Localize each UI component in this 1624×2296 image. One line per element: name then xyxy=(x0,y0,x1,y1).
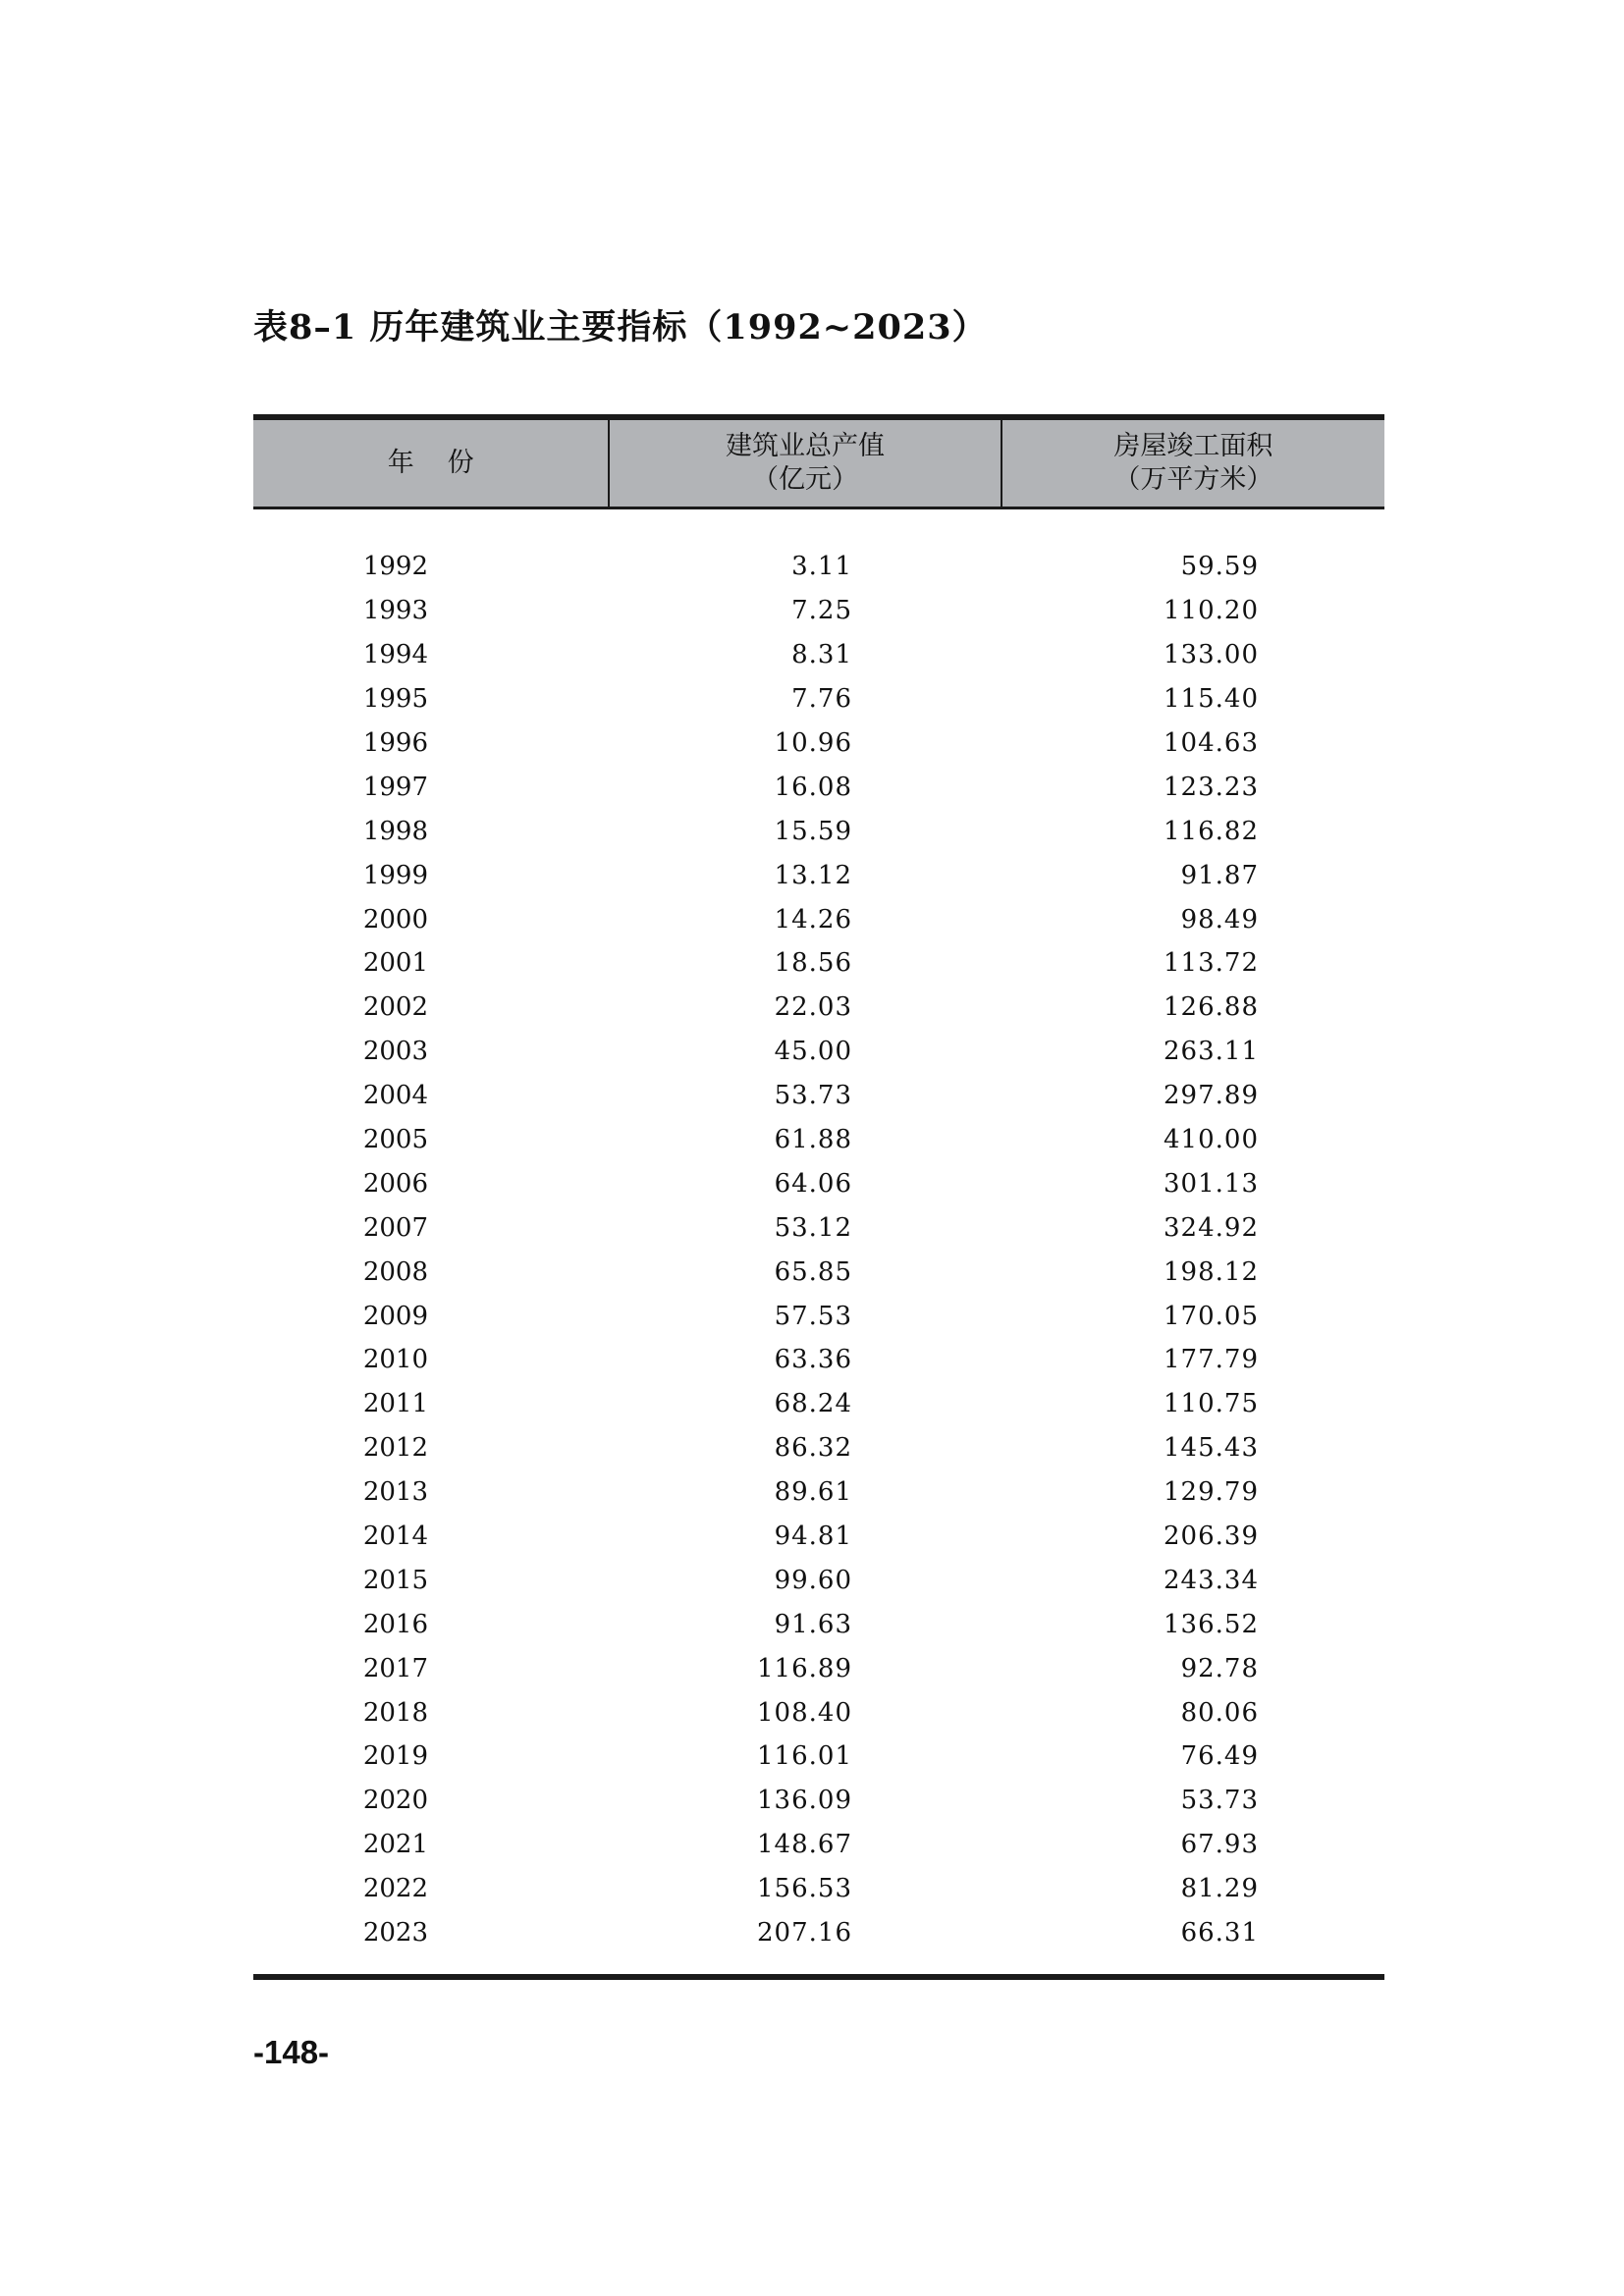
cell-area: 126.88 xyxy=(1164,992,1259,1023)
header-area-label: 房屋竣工面积 xyxy=(1113,431,1273,461)
cell-year: 2004 xyxy=(362,1081,428,1111)
cell-area: 170.05 xyxy=(1164,1301,1259,1331)
table-row xyxy=(253,677,1384,721)
cell-output: 63.36 xyxy=(774,1345,852,1375)
cell-output: 148.67 xyxy=(757,1830,852,1860)
cell-output: 13.12 xyxy=(774,860,852,890)
cell-area: 133.00 xyxy=(1164,640,1259,670)
cell-area: 98.49 xyxy=(1180,904,1259,934)
header-output-label: 建筑业总产值 xyxy=(726,431,886,461)
cell-output: 10.96 xyxy=(774,728,852,758)
cell-area: 92.78 xyxy=(1180,1653,1259,1683)
cell-output: 53.73 xyxy=(774,1081,852,1111)
table-row xyxy=(253,1515,1384,1559)
cell-output: 65.85 xyxy=(774,1256,852,1287)
cell-output: 91.63 xyxy=(774,1609,852,1639)
cell-area: 104.63 xyxy=(1164,728,1259,758)
header-bottom-rule xyxy=(253,507,1384,509)
cell-area: 263.11 xyxy=(1164,1037,1259,1067)
table-row xyxy=(253,1735,1384,1779)
cell-year: 2010 xyxy=(362,1345,428,1375)
table-row xyxy=(253,1382,1384,1426)
cell-year: 2020 xyxy=(362,1786,428,1816)
cell-year: 2016 xyxy=(362,1609,428,1639)
cell-output: 53.12 xyxy=(774,1212,852,1243)
cell-year: 2005 xyxy=(362,1125,428,1155)
table-row xyxy=(253,1690,1384,1735)
cell-output: 86.32 xyxy=(774,1433,852,1464)
table-row xyxy=(253,545,1384,589)
cell-output: 64.06 xyxy=(774,1168,852,1199)
cell-output: 7.76 xyxy=(791,684,852,715)
cell-year: 2015 xyxy=(362,1565,428,1595)
header-area xyxy=(1001,420,1384,507)
cell-year: 1997 xyxy=(362,772,428,802)
cell-output: 89.61 xyxy=(774,1477,852,1508)
cell-output: 116.01 xyxy=(757,1741,852,1772)
table-body xyxy=(253,545,1384,1955)
cell-area: 113.72 xyxy=(1164,948,1259,979)
cell-output: 22.03 xyxy=(774,992,852,1023)
cell-output: 99.60 xyxy=(774,1565,852,1595)
cell-year: 2009 xyxy=(362,1301,428,1331)
table-row xyxy=(253,721,1384,766)
table-row xyxy=(253,1558,1384,1602)
cell-year: 2014 xyxy=(362,1522,428,1552)
cell-year: 2012 xyxy=(362,1433,428,1464)
cell-area: 410.00 xyxy=(1164,1125,1259,1155)
table-row xyxy=(253,589,1384,633)
table-row xyxy=(253,1074,1384,1118)
table-row xyxy=(253,1646,1384,1690)
cell-output: 8.31 xyxy=(791,640,852,670)
table-row xyxy=(253,1338,1384,1382)
cell-output: 156.53 xyxy=(757,1874,852,1904)
table-row xyxy=(253,1118,1384,1162)
cell-year: 2006 xyxy=(362,1168,428,1199)
cell-year: 2013 xyxy=(362,1477,428,1508)
cell-area: 110.20 xyxy=(1164,596,1259,626)
cell-year: 2021 xyxy=(362,1830,428,1860)
cell-area: 76.49 xyxy=(1180,1741,1259,1772)
cell-year: 1993 xyxy=(362,596,428,626)
table-row xyxy=(253,1250,1384,1294)
cell-area: 123.23 xyxy=(1164,772,1259,802)
cell-output: 18.56 xyxy=(774,948,852,979)
table-row xyxy=(253,809,1384,853)
table-row xyxy=(253,1911,1384,1955)
table-header xyxy=(253,420,1384,507)
table-row xyxy=(253,1779,1384,1823)
cell-area: 80.06 xyxy=(1180,1697,1259,1728)
table-row xyxy=(253,897,1384,941)
cell-year: 2023 xyxy=(362,1918,428,1949)
table-row xyxy=(253,1294,1384,1338)
header-output xyxy=(608,420,1000,507)
cell-output: 94.81 xyxy=(774,1522,852,1552)
cell-area: 116.82 xyxy=(1164,816,1259,846)
cell-output: 7.25 xyxy=(791,596,852,626)
cell-year: 2018 xyxy=(362,1697,428,1728)
cell-output: 57.53 xyxy=(774,1301,852,1331)
table-row xyxy=(253,1426,1384,1470)
cell-area: 198.12 xyxy=(1164,1256,1259,1287)
table-row xyxy=(253,1030,1384,1074)
cell-area: 110.75 xyxy=(1164,1389,1259,1419)
header-year xyxy=(253,420,608,507)
cell-year: 2001 xyxy=(362,948,428,979)
cell-area: 136.52 xyxy=(1164,1609,1259,1639)
cell-output: 108.40 xyxy=(757,1697,852,1728)
cell-area: 66.31 xyxy=(1180,1918,1259,1949)
cell-year: 2002 xyxy=(362,992,428,1023)
table-row xyxy=(253,1602,1384,1646)
cell-area: 53.73 xyxy=(1180,1786,1259,1816)
header-area-unit: （万平方米） xyxy=(1113,464,1273,495)
header-year-label: 年份 xyxy=(387,448,508,478)
cell-area: 301.13 xyxy=(1164,1168,1259,1199)
cell-year: 2017 xyxy=(362,1653,428,1683)
cell-area: 243.34 xyxy=(1164,1565,1259,1595)
table-row xyxy=(253,633,1384,677)
cell-output: 116.89 xyxy=(757,1653,852,1683)
cell-year: 1996 xyxy=(362,728,428,758)
cell-year: 1994 xyxy=(362,640,428,670)
table-row xyxy=(253,765,1384,809)
cell-output: 61.88 xyxy=(774,1125,852,1155)
cell-year: 2022 xyxy=(362,1874,428,1904)
cell-area: 129.79 xyxy=(1164,1477,1259,1508)
cell-year: 1999 xyxy=(362,860,428,890)
cell-area: 297.89 xyxy=(1164,1081,1259,1111)
cell-year: 2000 xyxy=(362,904,428,934)
cell-year: 2019 xyxy=(362,1741,428,1772)
cell-year: 2008 xyxy=(362,1256,428,1287)
table-bottom-rule xyxy=(253,1974,1384,1980)
cell-output: 16.08 xyxy=(774,772,852,802)
cell-output: 3.11 xyxy=(791,552,852,582)
cell-year: 1995 xyxy=(362,684,428,715)
cell-area: 91.87 xyxy=(1180,860,1259,890)
cell-area: 115.40 xyxy=(1164,684,1259,715)
cell-output: 68.24 xyxy=(774,1389,852,1419)
table-row xyxy=(253,853,1384,897)
cell-area: 324.92 xyxy=(1164,1212,1259,1243)
cell-area: 177.79 xyxy=(1164,1345,1259,1375)
cell-year: 1998 xyxy=(362,816,428,846)
header-output-unit: （亿元） xyxy=(752,464,859,495)
cell-area: 206.39 xyxy=(1164,1522,1259,1552)
cell-output: 14.26 xyxy=(774,904,852,934)
cell-area: 67.93 xyxy=(1180,1830,1259,1860)
cell-output: 15.59 xyxy=(774,816,852,846)
cell-output: 136.09 xyxy=(757,1786,852,1816)
table-row xyxy=(253,1161,1384,1205)
cell-area: 59.59 xyxy=(1180,552,1259,582)
page-number: -148- xyxy=(253,2034,330,2070)
cell-year: 2003 xyxy=(362,1037,428,1067)
table-row xyxy=(253,986,1384,1030)
table-row xyxy=(253,941,1384,986)
cell-output: 207.16 xyxy=(757,1918,852,1949)
table-row xyxy=(253,1470,1384,1515)
table-row xyxy=(253,1205,1384,1250)
cell-year: 2011 xyxy=(362,1389,428,1419)
table-title: 表8–1 历年建筑业主要指标（1992~2023） xyxy=(253,307,988,347)
table-row xyxy=(253,1823,1384,1867)
cell-year: 1992 xyxy=(362,552,428,582)
cell-area: 81.29 xyxy=(1180,1874,1259,1904)
cell-area: 145.43 xyxy=(1164,1433,1259,1464)
table-row xyxy=(253,1867,1384,1911)
cell-output: 45.00 xyxy=(774,1037,852,1067)
cell-year: 2007 xyxy=(362,1212,428,1243)
